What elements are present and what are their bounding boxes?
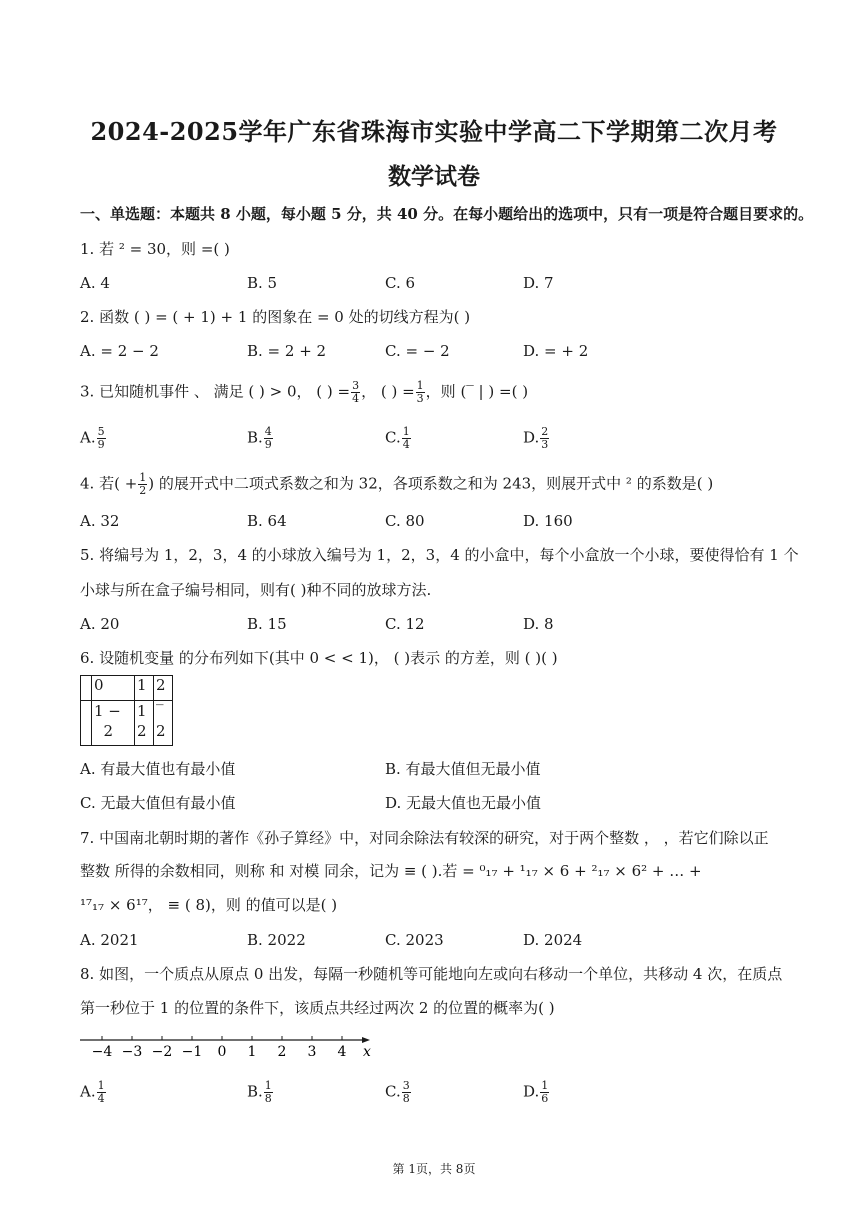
option-label: C. <box>385 428 401 447</box>
option-fraction <box>402 1080 411 1105</box>
q5-option-a: A. 20 <box>80 615 120 633</box>
q7-option-a: A. 2021 <box>80 931 139 949</box>
option-label: D. <box>523 1082 540 1101</box>
question-3 <box>80 380 528 405</box>
q4-text-a: 4. 若( + <box>80 474 138 493</box>
distribution-table <box>80 675 173 746</box>
option-fraction <box>97 426 106 451</box>
section-heading: 一、单选题：本题共 8 小题，每小题 5 分，共 40 分。在每小题给出的选项中，只有一项是符合题目要求的。 <box>80 205 814 223</box>
q3-text-c: ，则 (‾ | ) =( ) <box>425 382 529 401</box>
q4-option-c: C. 80 <box>385 512 425 530</box>
q1-option-b: B. 5 <box>247 274 278 292</box>
table-cell: 1 2 <box>135 701 154 746</box>
q7-option-b: B. 2022 <box>247 931 306 949</box>
option-label: B. <box>247 428 263 447</box>
q5-option-c: C. 12 <box>385 615 425 633</box>
option-label: A. <box>80 1082 96 1101</box>
q2-option-a: A. = 2 − 2 <box>80 342 159 360</box>
q8-option-c <box>385 1080 412 1105</box>
q2-option-c: C. = − 2 <box>385 342 450 360</box>
option-fraction <box>264 1080 273 1105</box>
option-fraction <box>540 1080 549 1105</box>
fraction-denominator: 4 <box>97 1092 105 1105</box>
fraction-denominator: 3 <box>541 438 549 451</box>
question-5-line-1: 5. 将编号为 1，2，3，4 的小球放入编号为 1，2，3，4 的小盒中，每个小盒放一个小球，要使得恰有 1 个 <box>80 546 799 564</box>
q6-option-d: D. 无最大值也无最小值 <box>385 794 542 812</box>
question-8-line-2: 第一秒位于 1 的位置的条件下，该质点共经过两次 2 的位置的概率为( ) <box>80 999 555 1017</box>
q8-option-d <box>523 1080 550 1105</box>
question-7-line-3: ¹⁷₁₇ × 6¹⁷， ≡ ( 8)，则 的值可以是( ) <box>80 896 338 914</box>
q8-option-b <box>247 1080 274 1105</box>
question-6: 6. 设随机变量 的分布列如下(其中 0 < < 1)， ( )表示 的方差，则 ( )( ) <box>80 649 558 667</box>
q8-option-a <box>80 1080 107 1105</box>
question-5-line-2: 小球与所在盒子编号相同，则有( )种不同的放球方法. <box>80 581 432 599</box>
option-fraction <box>264 426 273 451</box>
q3-option-a <box>80 426 107 451</box>
q3-text-a: 3. 已知随机事件 、 满足 ( ) > 0， ( ) = <box>80 382 351 401</box>
q6-option-a: A. 有最大值也有最小值 <box>80 760 236 778</box>
q6-option-c: C. 无最大值但有最小值 <box>80 794 236 812</box>
question-1: 1. 若 ² = 30，则 =( ) <box>80 240 230 258</box>
q7-option-d: D. 2024 <box>523 931 583 949</box>
option-fraction <box>97 1080 106 1105</box>
question-2: 2. 函数 ( ) = ( + 1) + 1 的图象在 = 0 处的切线方程为( ) <box>80 308 471 326</box>
q3-option-d <box>523 426 550 451</box>
question-8-line-1: 8. 如图，一个质点从原点 0 出发，每隔一秒随机等可能地向左或向右移动一个单位，共移动 4 次，在质点 <box>80 965 783 983</box>
fraction-numerator: 4 <box>264 425 272 438</box>
q3-fraction-1 <box>351 380 360 405</box>
axis-label: 3 <box>307 1044 317 1060</box>
option-fraction <box>540 426 549 451</box>
q3-fraction-2 <box>416 380 425 405</box>
fraction-numerator: 2 <box>541 425 549 438</box>
option-label: C. <box>385 1082 401 1101</box>
fraction-denominator: 8 <box>402 1092 410 1105</box>
axis-label: x <box>363 1044 371 1060</box>
fraction-numerator: 3 <box>402 1079 410 1092</box>
axis-label: 2 <box>277 1044 287 1060</box>
q6-option-b: B. 有最大值但无最小值 <box>385 760 541 778</box>
axis-label: −2 <box>151 1044 173 1060</box>
q3-f2-numerator: 1 <box>416 379 424 392</box>
q2-option-d: D. = + 2 <box>523 342 589 360</box>
exam-subtitle: 数学试卷 <box>388 163 480 190</box>
q3-text-b: ， ( ) = <box>361 382 415 401</box>
fraction-numerator: 1 <box>541 1079 549 1092</box>
q1-option-c: C. 6 <box>385 274 416 292</box>
fraction-denominator: 6 <box>541 1092 549 1105</box>
table-row <box>81 701 173 746</box>
table-cell <box>81 676 92 701</box>
axis-label: −4 <box>91 1044 113 1060</box>
table-cell: 1 <box>135 676 154 701</box>
q3-option-b <box>247 426 274 451</box>
q4-text-b: ) 的展开式中二项式系数之和为 32，各项系数之和为 243，则展开式中 ² 的系数是( ) <box>148 474 714 493</box>
fraction-numerator: 1 <box>264 1079 272 1092</box>
table-row <box>81 676 173 701</box>
q4-option-a: A. 32 <box>80 512 120 530</box>
exam-title: 2024-2025学年广东省珠海市实验中学高二下学期第二次月考 <box>90 117 778 146</box>
fraction-denominator: 8 <box>264 1092 272 1105</box>
q3-f1-numerator: 3 <box>352 379 360 392</box>
q1-option-d: D. 7 <box>523 274 554 292</box>
table-cell: 1 − 2 <box>92 701 135 746</box>
page-footer: 第 1页，共 8页 <box>392 1162 476 1176</box>
q3-option-c <box>385 426 412 451</box>
table-cell: 0 <box>92 676 135 701</box>
axis-label: 4 <box>337 1044 347 1060</box>
axis-label: −3 <box>121 1044 143 1060</box>
number-line <box>80 1036 380 1066</box>
q4-option-d: D. 160 <box>523 512 573 530</box>
option-fraction <box>402 426 411 451</box>
option-label: A. <box>80 428 96 447</box>
question-7-line-2: 整数 所得的余数相同，则称 和 对模 同余，记为 ≡ ( ).若 = ⁰₁₇ + ¹₁₇ × 6 + ²₁₇ × 6² + … + <box>80 862 702 880</box>
fraction-numerator: 5 <box>97 425 105 438</box>
axis-label: −1 <box>181 1044 203 1060</box>
fraction-numerator: 1 <box>97 1079 105 1092</box>
axis-arrow <box>362 1037 370 1043</box>
question-7-line-1: 7. 中国南北朝时期的著作《孙子算经》中，对同余除法有较深的研究，对于两个整数 ， ，若它们除以正 <box>80 829 769 847</box>
fraction-denominator: 9 <box>97 438 105 451</box>
fraction-denominator: 9 <box>264 438 272 451</box>
axis-label: 1 <box>247 1044 257 1060</box>
axis-label: 0 <box>217 1044 227 1060</box>
table-cell: ‾ 2 <box>154 701 173 746</box>
q1-option-a: A. 4 <box>80 274 110 292</box>
fraction-numerator: 1 <box>402 425 410 438</box>
q4-fraction <box>138 472 147 497</box>
table-cell <box>81 701 92 746</box>
q5-option-b: B. 15 <box>247 615 287 633</box>
q3-f2-denominator: 3 <box>416 392 424 405</box>
q7-option-c: C. 2023 <box>385 931 444 949</box>
table-cell: 2 <box>154 676 173 701</box>
q4-numerator: 1 <box>139 471 147 484</box>
fraction-denominator: 4 <box>402 438 410 451</box>
q4-option-b: B. 64 <box>247 512 287 530</box>
option-label: B. <box>247 1082 263 1101</box>
q2-option-b: B. = 2 + 2 <box>247 342 327 360</box>
q3-f1-denominator: 4 <box>352 392 360 405</box>
option-label: D. <box>523 428 540 447</box>
q4-denominator: 2 <box>139 484 147 497</box>
question-4 <box>80 472 713 497</box>
q5-option-d: D. 8 <box>523 615 554 633</box>
